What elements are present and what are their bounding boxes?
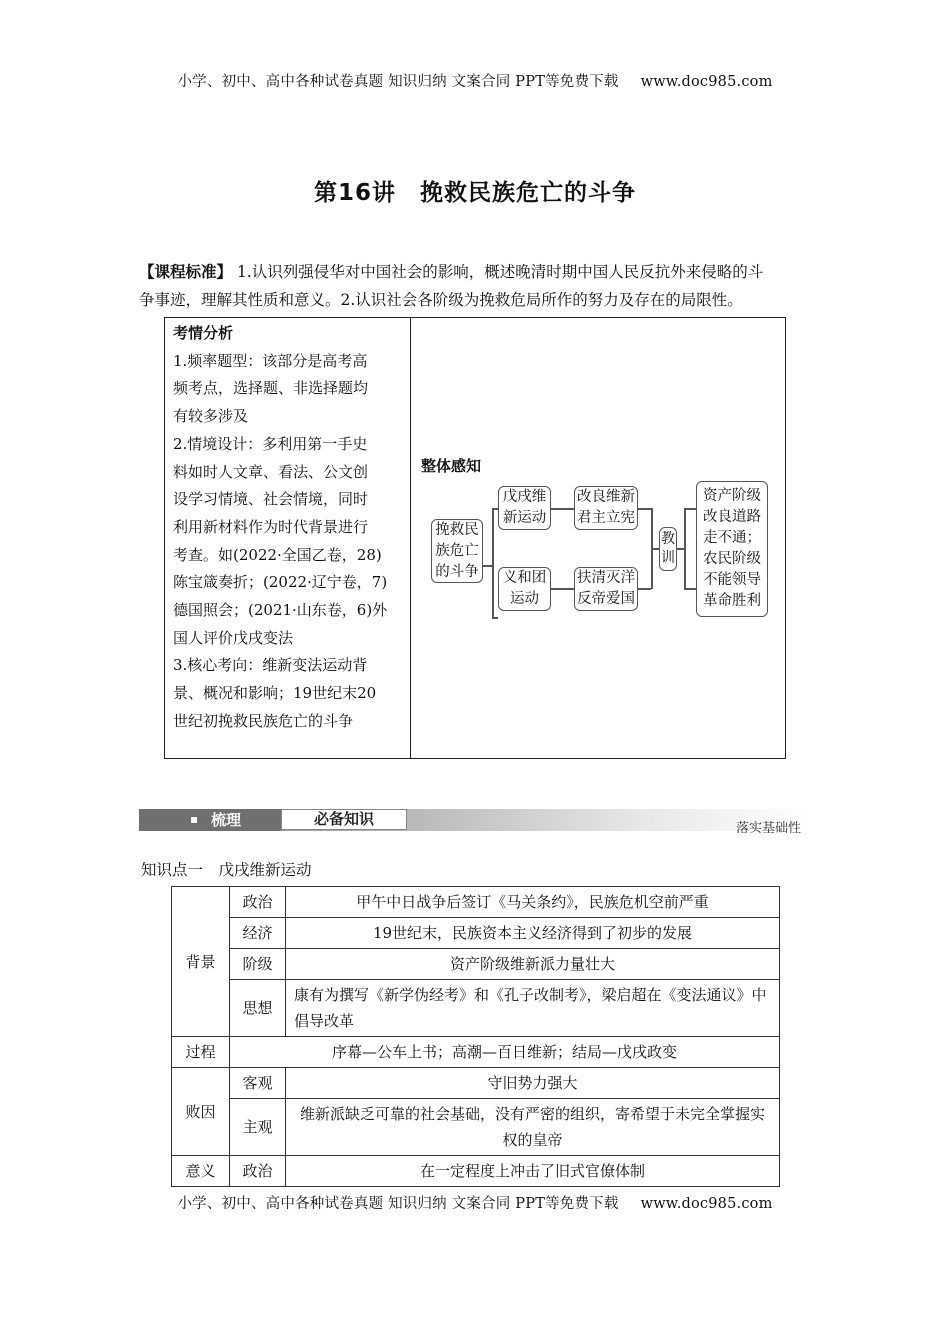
analysis-heading: 考情分析 (173, 324, 234, 342)
table-cell: 政治 (230, 1156, 286, 1187)
table-cell: 客观 (230, 1068, 286, 1099)
connector (638, 588, 651, 590)
mindmap-root-line: 的斗争 (435, 563, 479, 580)
connector (551, 508, 574, 510)
table-row (172, 887, 780, 918)
knowledge-point-heading: 知识点一 戊戌维新运动 (141, 861, 312, 879)
table-row (172, 1156, 780, 1187)
analysis-line: 2.情境设计：多利用第一手史 (173, 434, 368, 453)
mindmap-node-line: 教 (661, 531, 675, 547)
banner-section (139, 809, 281, 831)
table-cell: 败因 (172, 1068, 230, 1156)
footer-text: 小学、初中、高中各种试卷真题 知识归纳 文案合同 PPT等免费下载 (177, 1196, 619, 1212)
banner-section-label: 梳理 (211, 811, 242, 829)
table-row (172, 1099, 780, 1156)
connector (677, 548, 684, 550)
course-standard (139, 258, 819, 314)
analysis-line: 景、概况和影响；19世纪末20 (173, 684, 377, 703)
course-standard-line1: 1.认识列强侵华对中国社会的影响，概述晚清时期中国人民反抗外来侵略的斗 (236, 263, 764, 281)
mindmap-root-line: 族危亡 (435, 542, 479, 559)
analysis-line: 德国照会；(2021·山东卷，6)外 (173, 601, 388, 620)
header-url[interactable]: www.doc985.com (640, 74, 773, 90)
analysis-line: 1.频率题型：该部分是高考高 (173, 351, 368, 370)
mindmap-heading: 整体感知 (421, 457, 482, 475)
mindmap-node-line: 反帝爱国 (577, 591, 635, 607)
mindmap-node-line: 义和团 (502, 570, 547, 586)
table-cell: 意义 (172, 1156, 230, 1187)
analysis-cell (165, 318, 411, 758)
connector (651, 548, 659, 550)
table-cell: 在一定程度上冲击了旧式官僚体制 (286, 1156, 780, 1187)
analysis-line: 料如时人文章、看法、公文创 (173, 462, 369, 481)
mindmap-node-line: 走不通； (703, 530, 761, 546)
analysis-line: 频考点，选择题、非选择题均 (173, 379, 369, 398)
mindmap-lesson (659, 527, 677, 571)
analysis-line: 考查。如(2022·全国乙卷，28) (173, 545, 382, 564)
table-row (172, 949, 780, 980)
mindmap-root-line: 挽救民 (435, 521, 479, 538)
mindmap-node-line: 不能领导 (703, 572, 761, 588)
mindmap-node-line: 改良维新 (577, 489, 635, 505)
table-row (172, 980, 780, 1037)
table-cell: 思想 (230, 980, 286, 1037)
mindmap-node-line: 君主立宪 (577, 510, 635, 526)
analysis-line: 世纪初挽救民族危亡的斗争 (173, 711, 354, 730)
mindmap-node-line: 农民阶级 (703, 551, 761, 567)
header-text: 小学、初中、高中各种试卷真题 知识归纳 文案合同 PPT等免费下载 (177, 74, 619, 90)
analysis-line: 利用新材料作为时代背景进行 (173, 517, 369, 536)
analysis-line: 国人评价戊戌变法 (173, 628, 294, 647)
mindmap-root (431, 519, 483, 583)
table-cell: 主观 (230, 1099, 286, 1156)
table-cell-background: 背景 (172, 887, 230, 1037)
mindmap-top-movement (498, 486, 551, 530)
mindmap-node-line: 扶清灭洋 (577, 570, 635, 586)
table-cell: 守旧势力强大 (286, 1068, 780, 1099)
connector (492, 617, 498, 619)
connector (684, 508, 686, 589)
analysis-line: 设学习情境、社会情境，同时 (173, 490, 369, 509)
mindmap-node-line: 戊戌维 (502, 489, 547, 505)
page-title: 第16讲 挽救民族危亡的斗争 (313, 180, 636, 206)
page-header (0, 70, 950, 91)
mindmap-top-goal (574, 486, 638, 530)
course-standard-line2: 争事迹，理解其性质和意义。2.认识社会各阶级为挽救危局所作的努力及存在的局限性。 (139, 291, 743, 309)
table-cell: 19世纪末，民族资本主义经济得到了初步的发展 (286, 918, 780, 949)
table-cell: 经济 (230, 918, 286, 949)
banner-right-label: 落实基础性 (735, 821, 801, 836)
page-footer (0, 1192, 950, 1213)
course-standard-tag: 【课程标准】 (139, 263, 233, 281)
square-icon (191, 817, 197, 823)
analysis-line: 3.核心考向：维新变法运动背 (173, 656, 368, 675)
mindmap-node-line: 运动 (510, 591, 539, 607)
section-banner (139, 809, 811, 839)
mindmap-bottom-movement (498, 567, 551, 611)
banner-tab: 必备知识 (281, 809, 407, 830)
footer-url[interactable]: www.doc985.com (640, 1196, 773, 1212)
table-row (172, 1068, 780, 1099)
table-cell: 康有为撰写《新学伪经考》和《孔子改制考》，梁启超在《变法通议》中倡导改革 (286, 980, 780, 1037)
connector (483, 565, 492, 567)
knowledge-table (171, 886, 780, 1187)
mindmap-node-line: 训 (661, 550, 675, 566)
table-cell: 甲午中日战争后签订《马关条约》，民族危机空前严重 (286, 887, 780, 918)
connector (638, 508, 651, 510)
mindmap-conclusion (696, 481, 768, 617)
analysis-line: 有较多涉及 (173, 407, 249, 426)
table-cell: 资产阶级维新派力量壮大 (286, 949, 780, 980)
mindmap-node-line: 资产阶级 (703, 488, 761, 504)
connector (551, 588, 574, 590)
overview-table (164, 317, 786, 759)
table-cell: 维新派缺乏可靠的社会基础，没有严密的组织，寄希望于未完全掌握实权的皇帝 (286, 1099, 780, 1156)
connector (684, 588, 696, 590)
table-cell: 政治 (230, 887, 286, 918)
connector (684, 508, 696, 510)
connector (492, 508, 494, 618)
mindmap-node-line: 改良道路 (703, 509, 761, 525)
mindmap-node-line: 新运动 (502, 510, 547, 526)
mindmap-bottom-goal (574, 567, 638, 611)
mindmap-node-line: 革命胜利 (703, 593, 761, 609)
table-row (172, 918, 780, 949)
table-cell: 过程 (172, 1037, 230, 1068)
table-cell: 阶级 (230, 949, 286, 980)
table-row (172, 1037, 780, 1068)
table-cell: 序幕—公车上书；高潮—百日维新；结局—戊戌政变 (230, 1037, 780, 1068)
mindmap-cell (411, 318, 785, 758)
analysis-line: 陈宝箴奏折；(2022·辽宁卷，7) (173, 573, 388, 592)
